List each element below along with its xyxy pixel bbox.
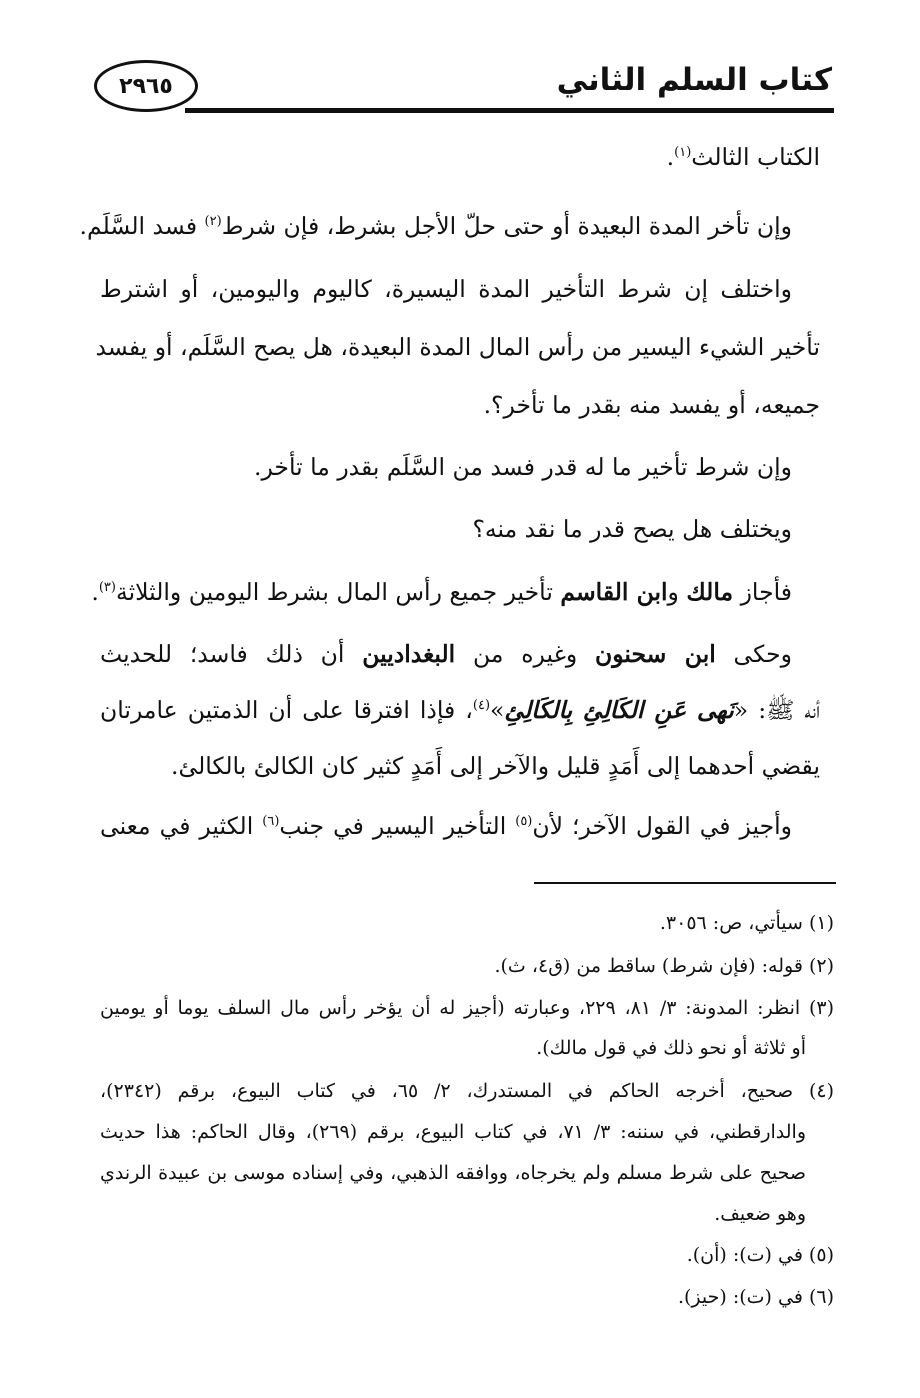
paragraph-8: وأجيز في القول الآخر؛ لأن$^{(٥)}$ التأخير اليسير في جنب$^{(٦)}$ الكثير في معنى [100,812,792,840]
footnote-ref-3[interactable]: (٣) [98,580,116,596]
scholar-name-malik: مالك [686,578,734,606]
paragraph-1: الكتاب الثالث$^{(١)}$. [666,143,820,171]
footnote-4-line-4: وهو ضعيف. [714,1203,806,1225]
scholar-name-ibn-alqasim: ابن القاسم [560,578,668,606]
paragraph-2: وإن تأخر المدة البعيدة أو حتى حلّ الأجل بشرط، فإن شرط$^{(٢)}$ فسد السَّلَم. [79,212,792,240]
footnote-6: (٦) في (ت): (حيز). [677,1286,834,1308]
paragraph-7-line-2: أنه ﷺ: «نَهى عَنِ الكَالِئِ بِالكَالِئِ»$^{(٤)}$، فإذا افترقا على أن الذمتين عامرتان [100,696,820,724]
paragraph-6: فأجاز مالك وابن القاسم تأخير جميع رأس المال بشرط اليومين والثلاثة$^{(٣)}$. [91,578,792,606]
page-title: كتاب السلم الثاني [556,62,832,98]
footnote-5: (٥) في (ت): (أن). [686,1244,834,1266]
footnote-ref-4[interactable]: (٤) [472,698,491,714]
paragraph-3-line-3: جميعه، أو يفسد منه بقدر ما تأخر؟. [483,391,820,419]
hadith-quote: نَهى عَنِ الكَالِئِ بِالكَالِئِ [504,696,734,724]
paragraph-7-line-3: يقضي أحدهما إلى أَمَدٍ قليل والآخر إلى أَمَدٍ كثير كان الكالئ بالكالئ. [171,752,820,780]
footnote-1: (١) سيأتي، ص: ٣٠٥٦. [659,912,834,934]
header-rule [185,108,834,113]
page-number-badge: ٢٩٦٥ [94,60,198,112]
scholar-name-ibn-sahnun: ابن سحنون [594,640,716,668]
footnote-4-line-2: والدارقطني، في سننه: ٣/ ٧١، في كتاب البيوع، برقم (٢٦٩)، وقال الحاكم: هذا حديث [100,1121,807,1143]
paragraph-4: وإن شرط تأخير ما له قدر فسد من السَّلَم بقدر ما تأخر. [253,453,792,481]
paragraph-3-line-1: واختلف إن شرط التأخير المدة اليسيرة، كاليوم واليومين، أو اشترط [100,275,792,303]
paragraph-5: ويختلف هل يصح قدر ما نقد منه؟ [472,515,792,543]
paragraph-3-line-2: تأخير الشيء اليسير من رأس المال المدة البعيدة، هل يصح السَّلَم، أو يفسد [95,333,820,361]
scholar-group-baghdadis: البغداديين [362,640,456,668]
footnote-ref-5[interactable]: (٥) [515,814,533,830]
footnote-ref-1[interactable]: (١) [674,145,692,161]
footnote-ref-6[interactable]: (٦) [262,814,280,830]
footnote-3-line-1: (٣) انظر: المدونة: ٣/ ٨١، ٢٢٩، وعبارته (أجيز له أن يؤخر رأس مال السلف يوما أو يومين [100,997,834,1019]
paragraph-7-line-1: وحكى ابن سحنون وغيره من البغداديين أن ذلك فاسد؛ للحديث [100,640,792,668]
footnote-separator [534,882,836,884]
footnote-4-line-3: صحيح على شرط مسلم ولم يخرجاه، ووافقه الذهبي، وفي إسناده موسى بن عبيدة الرندي [100,1162,806,1184]
footnote-2: (٢) قوله: (فإن شرط) ساقط من (ق٤، ث). [494,955,834,977]
footnote-3-line-2: أو ثلاثة أو نحو ذلك في قول مالك). [536,1037,806,1059]
footnote-4-line-1: (٤) صحيح، أخرجه الحاكم في المستدرك، ٢/ ٦٥، في كتاب البيوع، برقم (٢٣٤٢)، [100,1080,835,1102]
paragraph-1-text: الكتاب الثالث [691,143,820,171]
footnote-ref-2[interactable]: (٢) [204,214,222,230]
